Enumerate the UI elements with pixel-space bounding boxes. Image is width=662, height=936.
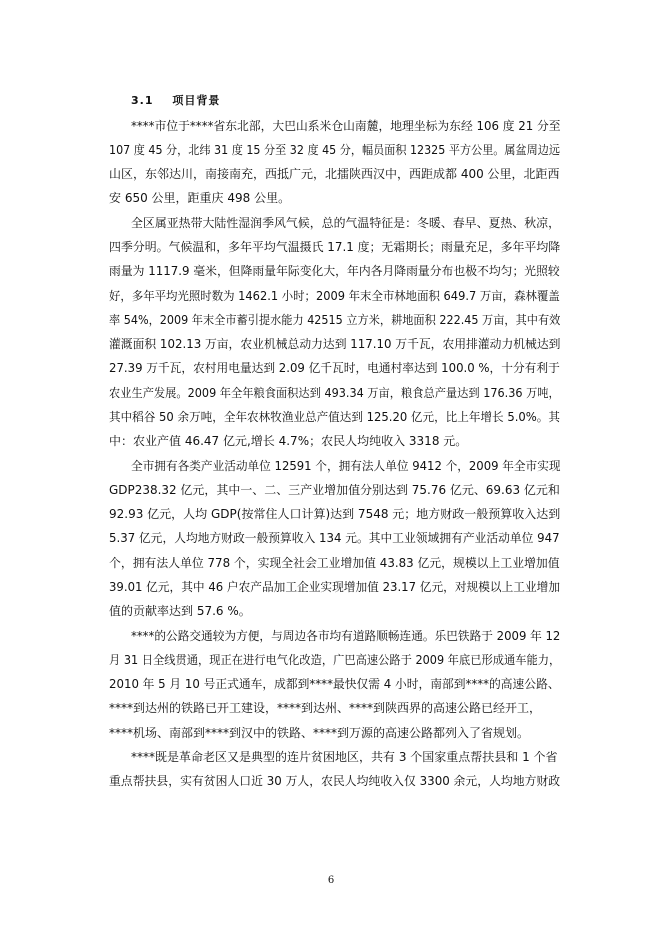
paragraph-line: ****到达州的铁路已开工建设，****到达州、****到陕西界的高速公路已经开工， bbox=[109, 701, 542, 715]
paragraph-line: ****既是革命老区又是典型的连片贫困地区，共有 3 个国家重点帮扶县和 1 个省 bbox=[131, 750, 558, 764]
page-number: 6 bbox=[327, 875, 335, 886]
paragraph-line: 全区属亚热带大陆性湿润季风气候，总的气温特征是：冬暖、春早、夏热、秋凉， bbox=[131, 216, 560, 230]
paragraph-line: 值的贡献率达到 57.6 %。 bbox=[109, 604, 251, 618]
paragraph-line: 92.93 亿元，人均 GDP(按常住人口计算)达到 7548 元；地方财政一般预算收入达到 bbox=[109, 507, 561, 521]
paragraph-line: 农业生产发展。2009 年全年粮食面积达到 493.34 万亩，粮食总产量达到 176.36 万吨， bbox=[109, 386, 560, 400]
paragraph-line: 好，多年平均光照时数为 1462.1 小时；2009 年末全市林地面积 649.7 万亩，森林覆盖 bbox=[109, 289, 560, 303]
paragraph-line: 5.37 亿元，人均地方财政一般预算收入 134 元。其中工业领域拥有产业活动单位 947 bbox=[109, 531, 560, 545]
paragraph-line: 107 度 45 分，北纬 31 度 15 分至 32 度 45 分，幅员面积 12325 平方公里。属盆周边远 bbox=[109, 143, 560, 157]
paragraph-line: 安 650 公里，距重庆 498 公里。 bbox=[109, 191, 291, 205]
paragraph-line: 2010 年 5 月 10 号正式通车，成都到****最快仅需 4 小时，南部到****的高速公路、 bbox=[109, 677, 560, 691]
paragraph-line: 四季分明。气候温和，多年平均气温摄氏 17.1 度；无霜期长；雨量充足，多年平均降 bbox=[109, 240, 561, 254]
paragraph-line: 中：农业产值 46.47 亿元,增长 4.7%；农民人均纯收入 3318 元。 bbox=[109, 434, 468, 448]
paragraph-line: GDP238.32 亿元，其中一、二、三产业增加值分别达到 75.76 亿元、69.63 亿元和 bbox=[109, 483, 560, 497]
paragraph-line: 重点帮扶县，实有贫困人口近 30 万人，农民人均纯收入仅 3300 余元，人均地方财政 bbox=[109, 774, 561, 788]
section-number: 3.1 bbox=[131, 94, 154, 107]
paragraph-line: 山区，东邻达川，南接南充，西抵广元，北擂陕西汉中，西距成都 400 公里，北距西 bbox=[109, 167, 560, 181]
paragraph-line: 雨量为 1117.9 毫米，但降雨量年际变化大，年内各月降雨量分布也极不均匀；光照较 bbox=[109, 264, 560, 278]
section-heading bbox=[131, 92, 220, 108]
paragraph-line: ****的公路交通较为方便，与周边各市均有道路顺畅连通。乐巴铁路于 2009 年 12 bbox=[131, 629, 561, 643]
paragraph-line: 全市拥有各类产业活动单位 12591 个，拥有法人单位 9412 个，2009 年全市实现 bbox=[131, 459, 561, 473]
paragraph-line: ****市位于****省东北部，大巴山系米仓山南麓，地理坐标为东经 106 度 21 分至 bbox=[131, 119, 561, 133]
paragraph-line: 个，拥有法人单位 778 个，实现全社会工业增加值 43.83 亿元，规模以上工业增加值 bbox=[109, 556, 560, 570]
paragraph-line: 月 31 日全线贯通，现正在进行电气化改造，广巴高速公路于 2009 年底已形成通车能力， bbox=[109, 653, 561, 667]
paragraph-line: 39.01 亿元，其中 46 户农产品加工企业实现增加值 23.17 亿元，对规模以上工业增加 bbox=[109, 580, 561, 594]
section-title: 项目背景 bbox=[172, 94, 221, 107]
paragraph-line: 其中稻谷 50 余万吨，全年农林牧渔业总产值达到 125.20 亿元，比上年增长 5.0%。其 bbox=[109, 410, 560, 424]
paragraph-line: 灌溉面积 102.13 万亩，农业机械总动力达到 117.10 万千瓦，农用排灌动力机械达到 bbox=[109, 337, 561, 351]
paragraph-line: 率 54%，2009 年末全市蓄引提水能力 42515 立方米，耕地面积 222.45 万亩，其中有效 bbox=[109, 313, 561, 327]
paragraph-line: ****机场、南部到****到汉中的铁路、****到万源的高速公路都列入了省规划。 bbox=[109, 726, 530, 740]
paragraph-line: 27.39 万千瓦，农村用电量达到 2.09 亿千瓦时，电通村率达到 100.0 %，十分有利于 bbox=[109, 361, 560, 375]
